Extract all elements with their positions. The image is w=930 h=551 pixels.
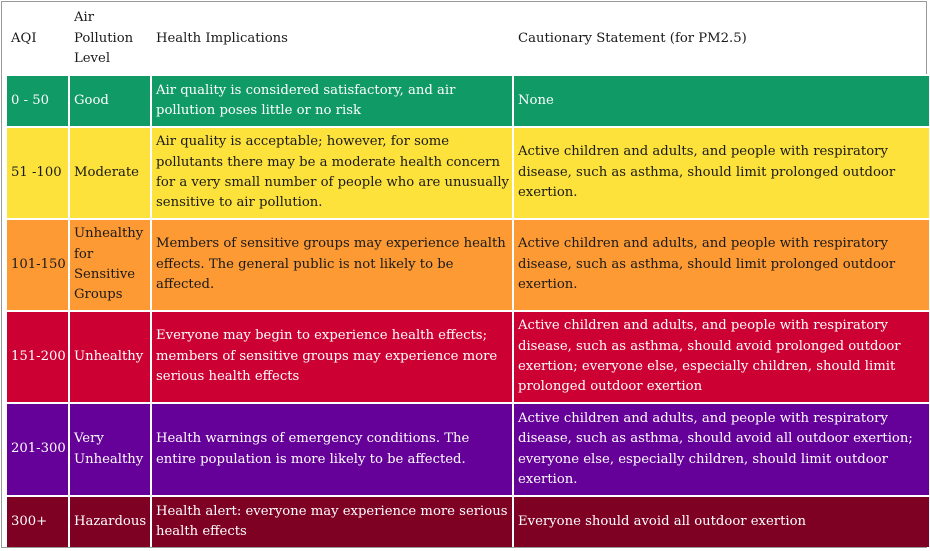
pollution-level-cell: Unhealthy for Sensitive Groups <box>70 218 150 310</box>
health-implications-cell: Members of sensitive groups may experience health effects. The general public is not likely to be affected. <box>152 218 512 310</box>
cautionary-statement-cell: Active children and adults, and people with respiratory disease, such as asthma, should avoid prolonged outdoor exertion; everyone else, especially children, should limit prolonged outdoor exertion <box>514 310 929 402</box>
cautionary-statement-cell: Everyone should avoid all outdoor exertion <box>514 495 929 547</box>
health-implications-cell: Everyone may begin to experience health effects; members of sensitive groups may experience more serious health effects <box>152 310 512 402</box>
aqi-range-cell: 101-150 <box>7 218 68 310</box>
aqi-range-cell: 201-300 <box>7 402 68 495</box>
cautionary-statement-cell: Active children and adults, and people with respiratory disease, such as asthma, should limit prolonged outdoor exertion. <box>514 126 929 218</box>
pollution-level-cell: Very Unhealthy <box>70 402 150 495</box>
pollution-level-cell: Unhealthy <box>70 310 150 402</box>
aqi-range-cell: 300+ <box>7 495 68 547</box>
aqi-range-cell: 51 -100 <box>7 126 68 218</box>
header-cautionary-statement: Cautionary Statement (for PM2.5) <box>518 30 747 46</box>
table-header-row <box>7 4 929 74</box>
health-implications-cell: Air quality is acceptable; however, for some pollutants there may be a moderate health concern for a very small number of people who are unusually sensitive to air pollution. <box>152 126 512 218</box>
health-implications-cell: Health warnings of emergency conditions. The entire population is more likely to be affected. <box>152 402 512 495</box>
aqi-table <box>5 4 930 547</box>
table-row-unhealthy <box>7 310 929 402</box>
table-row-hazardous <box>7 495 929 547</box>
header-health-implications: Health Implications <box>156 30 288 46</box>
aqi-range-cell: 0 - 50 <box>7 74 68 126</box>
table-row-very-unhealthy <box>7 402 929 495</box>
header-aqi: AQI <box>11 30 37 46</box>
table-row-good <box>7 74 929 126</box>
table-row-moderate <box>7 126 929 218</box>
pollution-level-cell: Hazardous <box>70 495 150 547</box>
header-air-pollution-level: Air Pollution Level <box>74 10 134 67</box>
cautionary-statement-cell: Active children and adults, and people with respiratory disease, such as asthma, should limit prolonged outdoor exertion. <box>514 218 929 310</box>
aqi-range-cell: 151-200 <box>7 310 68 402</box>
aqi-table-frame <box>1 1 927 548</box>
health-implications-cell: Health alert: everyone may experience more serious health effects <box>152 495 512 547</box>
cautionary-statement-cell: None <box>514 74 929 126</box>
health-implications-cell: Air quality is considered satisfactory, and air pollution poses little or no risk <box>152 74 512 126</box>
pollution-level-cell: Good <box>70 74 150 126</box>
cautionary-statement-cell: Active children and adults, and people with respiratory disease, such as asthma, should avoid all outdoor exertion; everyone else, especially children, should limit outdoor exertion. <box>514 402 929 495</box>
pollution-level-cell: Moderate <box>70 126 150 218</box>
table-row-unhealthy-sensitive <box>7 218 929 310</box>
